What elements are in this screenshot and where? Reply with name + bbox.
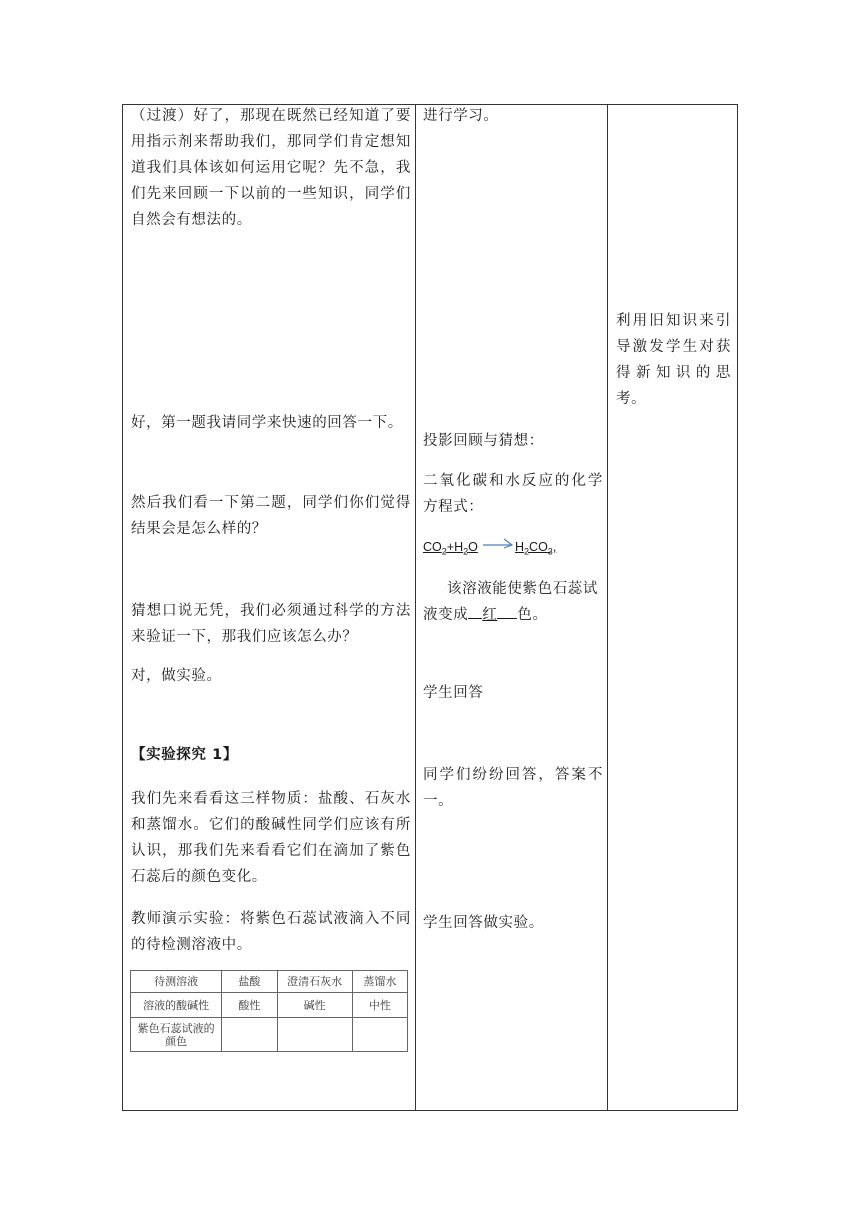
table-cell [352,1018,407,1052]
student-experiment-text: 学生回答做实验。 [423,915,544,931]
teacher-transition-text: （过渡）好了，那现在既然已经知道了要用指示剂来帮助我们，那同学们肯定想知道我们具体该如何运用它呢？先不急，我们先来回顾一下以前的一些知识，同学们自然会有想法的。 [131,108,411,228]
table-cell: 紫色石蕊试液的颜色 [131,1018,222,1052]
table-row [131,993,408,1018]
table-cell: 碱性 [277,993,352,1018]
teacher-substances-text: 我们先来看看这三样物质：盐酸、石灰水和蒸馏水。它们的酸碱性同学们应该有所认识，那我们先来看看它们在滴加了紫色石蕊后的颜色变化。 [131,791,411,885]
table-cell [277,1018,352,1052]
teacher-experiment-text: 对，做实验。 [131,668,222,684]
table-cell: 中性 [352,993,407,1018]
table-cell: 溶液的酸碱性 [131,993,222,1018]
experiment-results-table [130,970,408,1052]
table-cell: 酸性 [222,993,277,1018]
column-divider [415,105,416,1110]
column-divider [607,105,608,1110]
table-header-cell: 待测溶液 [131,971,222,993]
experiment-heading: 【实验探究 1】 [131,747,238,763]
table-header-cell: 澄清石灰水 [277,971,352,993]
solution-color-text-b: 液变成 红 色。 [423,602,603,628]
color-answer: 红 [482,607,498,623]
equation-reactants: $CO_2+H_2O$ [423,540,478,557]
student-learning-text: 进行学习。 [423,108,499,124]
equation-product: $H_2CO_3$, [515,540,557,557]
solution-color-text-a: 该溶液能使紫色石蕊试 [447,581,598,597]
teacher-question-2-text: 然后我们看一下第二题，同学们你们觉得结果会是怎么样的？ [131,495,411,537]
table-cell [222,1018,277,1052]
reaction-prompt-text: 二氧化碳和水反应的化学方程式： [423,473,603,515]
table-row [131,1018,408,1052]
projection-review-text: 投影回顾与猜想： [423,433,544,449]
table-header-row [131,971,408,993]
table-header-cell: 蒸馏水 [352,971,407,993]
teacher-question-1-text: 好，第一题我请同学来快速的回答一下。 [131,415,403,431]
design-intent-note: 利用旧知识来引导激发学生对获得新知识的思考。 [616,313,731,407]
student-varied-answers-text: 同学们纷纷回答，答案不一。 [423,767,603,809]
table-header-cell: 盐酸 [222,971,277,993]
reaction-arrow-icon [482,536,514,550]
student-answer-text: 学生回答 [423,685,484,701]
teacher-verify-text: 猜想口说无凭，我们必须通过科学的方法来验证一下，那我们应该怎么办？ [131,603,411,645]
teacher-demo-text: 教师演示实验：将紫色石蕊试液滴入不同的待检测溶液中。 [131,911,411,953]
